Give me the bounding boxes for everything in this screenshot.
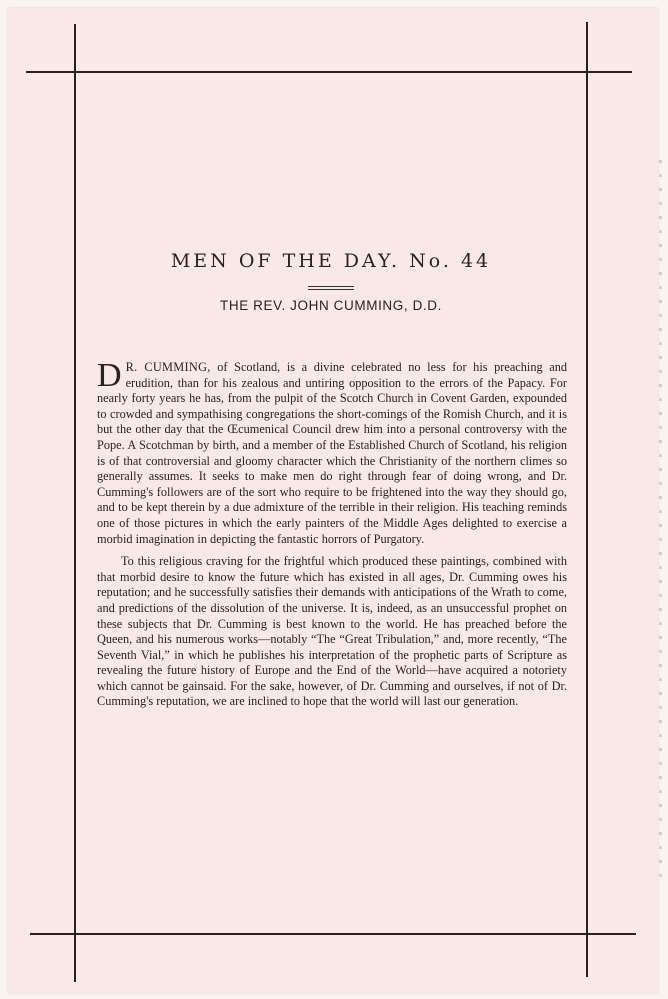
frame-rule-left — [74, 24, 76, 982]
series-title: MEN OF THE DAY. No. 44 — [170, 250, 492, 272]
page-edge-mark — [659, 160, 662, 880]
page-header — [76, 250, 586, 313]
frame-rule-top — [26, 71, 632, 73]
paragraph-1 — [97, 357, 567, 547]
article-body — [97, 357, 567, 717]
frame-rule-right — [586, 22, 588, 977]
opening-words: R. CUMMING, — [125, 360, 211, 374]
paragraph-2: To this religious craving for the frightful which produced these paintings, combined with that morbid desire to know the future which has existed in all ages, Dr. Cumming owes his reputation; and he successfully satisfies their demands with anticipations of the Wrath to come, and predictions of the dissolution of the universe. It is, indeed, as an unsuccessful prophet on these subjects that Dr. Cumming is best known to the world. He has preached before the Queen, and his numerous works—notably “The “Great Tribulation,” and, more recently, “The Seventh Vial,” in which he publishes his interpretation of the prophetic parts of Scripture as revealing the future history of Europe and the End of the World—have acquired a notoriety which cannot be gainsaid. For the sake, however, of Dr. Cumming and ourselves, if not of Dr. Cumming's reputation, we are inclined to hope that the world will last our generation. — [97, 554, 567, 709]
drop-cap: D — [97, 357, 122, 394]
frame-rule-bottom — [30, 933, 636, 935]
subject-heading: THE REV. JOHN CUMMING, D.D. — [220, 298, 442, 313]
title-divider — [308, 286, 354, 290]
paragraph-1-text: of Scotland, is a divine celebrated no less for his preaching and erudition, than for his zealous and untiring opposition to the errors of the Papacy. For nearly forty years he has, from the pulpit of the Scotch Church in Covent Garden, expounded to crowded and sympathising congregations the short-comings of the Romish Church, and it is but the other day that the Œcumenical Council drew him into a personal controversy with the Pope. A Scotchman by birth, and a member of the Established Church of Scotland, his religion is of that controversial and gloomy character which the Christianity of the northern climes so generally assumes. It seeks to make men do right through fear of doing wrong, and Dr. Cumming's followers are of the sort who require to be frightened into the way they should go, and to be kept therein by a due admixture of the terrible in their religion. His teaching reminds one of those pictures in which the early painters of the Middle Ages delighted to exercise a morbid imagination in depicting the fantastic horrors of Purgatory. — [97, 360, 567, 546]
